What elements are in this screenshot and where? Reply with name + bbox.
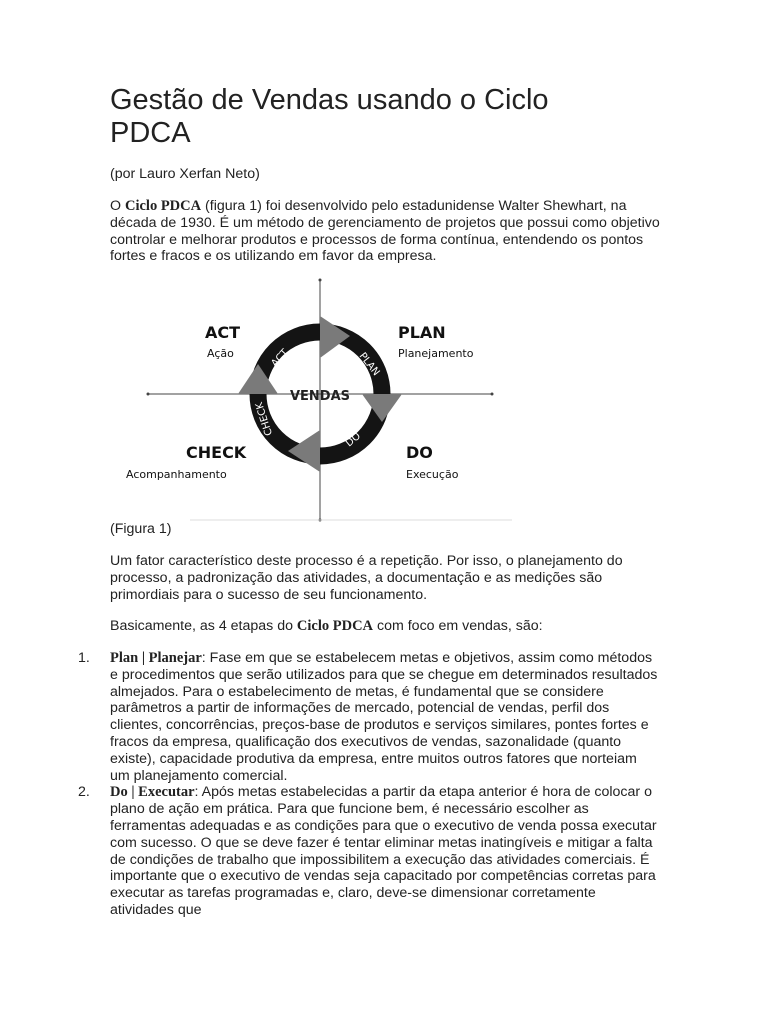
ring-label-do: DO <box>343 430 363 450</box>
pdca-figure <box>110 270 515 525</box>
figure-caption: (Figura 1) <box>110 521 172 537</box>
quadrant-check-sub: Acompanhamento <box>126 468 227 481</box>
list-item-number: 2. <box>78 784 90 801</box>
list-item <box>78 650 660 784</box>
quadrant-do-title: DO <box>406 443 433 462</box>
intro-paragraph <box>110 198 660 265</box>
para3-term: Ciclo PDCA <box>296 618 374 634</box>
ring-label-act: ACT <box>269 347 291 370</box>
stages-list <box>78 650 660 919</box>
page-title: Gestão de Vendas usando o Ciclo PDCA <box>110 84 549 149</box>
quadrant-plan-sub: Planejamento <box>398 347 474 360</box>
quadrant-check-title: CHECK <box>186 443 247 462</box>
list-item <box>78 784 660 918</box>
ring-label-plan: PLAN <box>356 350 382 379</box>
para3-post: com foco em vendas, são: <box>373 618 543 634</box>
list-item-text: : Após metas estabelecidas a partir da etapa anterior é hora de colocar o plano de ação em prática. Para que funcione bem, é necessário escolher as ferramentas adequadas e as condições para que o executivo de venda possa executar com sucesso. O que se deve fazer é tentar eliminar metas inatingíveis e mitigar a falta de condições de trabalho que impossibilitem a execução das atividades comerciais. É importante que o executivo de vendas seja capacitado por competências corretas para executar as tarefas programadas e, claro, deve-se dimensionar corretamente atividades que <box>110 784 657 918</box>
ring-label-check: CHECK <box>254 400 276 437</box>
repetition-paragraph: Um fator característico deste processo é a repetição. Por isso, o planejamento do processo, a padronização das atividades, a documentação e as medições são primordiais para o sucesso de seu funcionamento. <box>110 553 623 603</box>
arrow-top-icon <box>320 316 350 358</box>
arrow-bottom-icon <box>288 430 320 472</box>
stages-intro-paragraph <box>110 618 660 635</box>
list-item-number: 1. <box>78 650 90 666</box>
quadrant-do-sub: Execução <box>406 468 459 481</box>
para3-pre: Basicamente, as 4 etapas do <box>110 618 297 634</box>
list-item-text: : Fase em que se estabelecem metas e objetivos, assim como métodos e procedimentos que serão utilizados para que se chegue em determinados resultados almejados. Para o estabelecimento de metas, é fundamental que se considere parâmetros a partir de informações de mercado, potencial de vendas, perfil dos clientes, concorrências, preços-base de produtos e serviços similares, pontes fortes e fracos da empresa, qualificação dos executivos de vendas, sazonalidade (quanto existe), capacidade produtiva da empresa, entre muitos outros fatores que norteiam um planejamento comercial. <box>110 650 658 784</box>
list-item-term: Plan | Planejar <box>110 650 202 666</box>
intro-pre: O <box>110 198 125 214</box>
list-item-term: Do | Executar <box>110 784 195 801</box>
intro-term: Ciclo PDCA <box>124 198 202 214</box>
quadrant-act-sub: Ação <box>207 347 234 360</box>
quadrant-plan-title: PLAN <box>398 323 446 342</box>
intro-post: (figura 1) foi desenvolvido pelo estadunidense Walter Shewhart, na década de 1930. É um método de gerenciamento de projetos que possui como objetivo controlar e melhorar produtos e processos de forma contínua, entendendo os pontos fortes e fracos e os utilizando em favor da empresa. <box>110 198 660 265</box>
quadrant-act-title: ACT <box>205 323 241 342</box>
author-line: (por Lauro Xerfan Neto) <box>110 166 260 182</box>
center-label: VENDAS <box>289 389 351 404</box>
